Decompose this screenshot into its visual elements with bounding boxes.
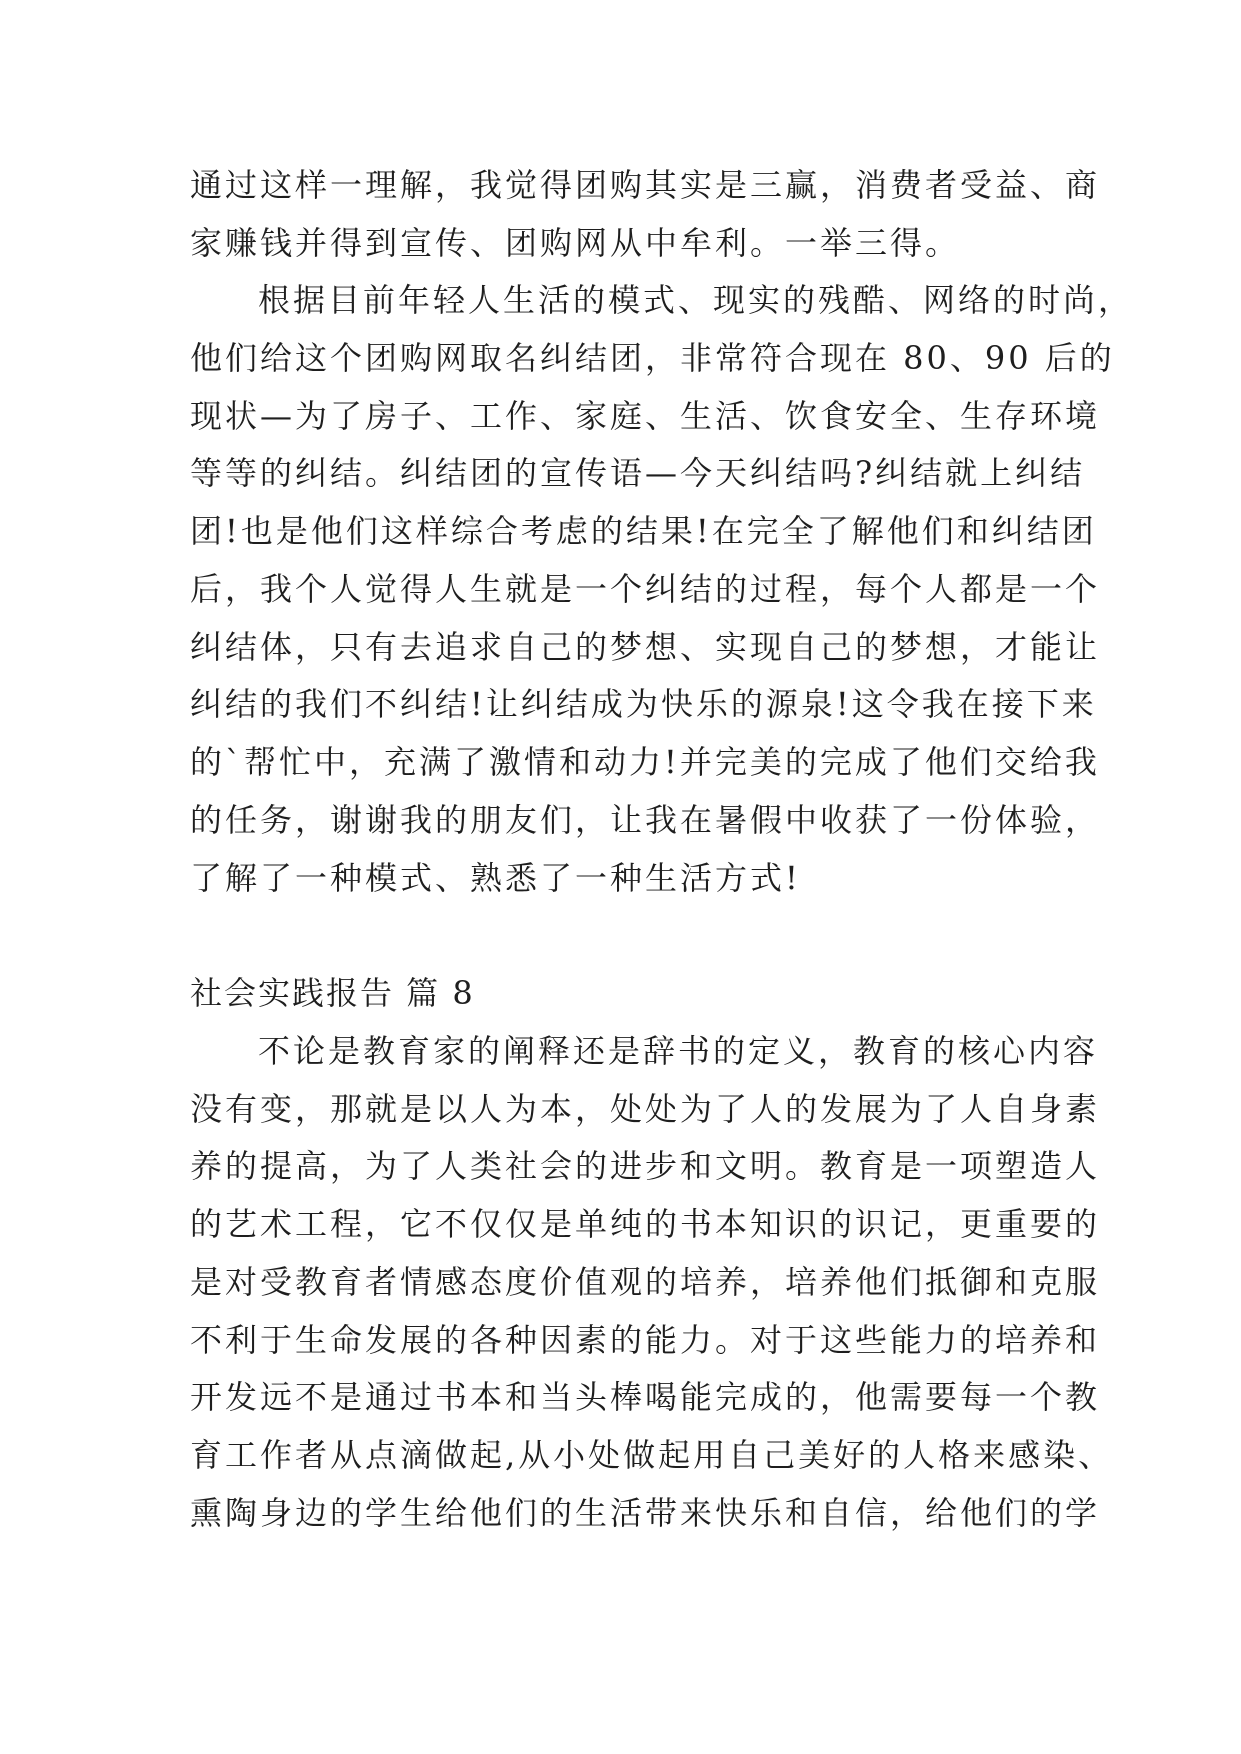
- paragraph-2-line-11: 了解了一种模式、熟悉了一种生活方式!: [190, 859, 801, 897]
- paragraph-2-line-2: 他们给这个团购网取名纠结团，非常符合现在 80、90 后的: [190, 339, 1115, 377]
- paragraph-2-line-6: 后，我个人觉得人生就是一个纠结的过程，每个人都是一个: [190, 570, 1101, 608]
- paragraph-3-line-2: 没有变，那就是以人为本，处处为了人的发展为了人自身素: [190, 1090, 1101, 1128]
- paragraph-2-line-7: 纠结体，只有去追求自己的梦想、实现自己的梦想，才能让: [190, 628, 1101, 666]
- paragraph-2-line-1: 根据目前年轻人生活的模式、现实的残酷、网络的时尚，: [258, 281, 1134, 319]
- paragraph-2-line-3: 现状—为了房子、工作、家庭、生活、饮食安全、生存环境: [190, 397, 1101, 435]
- paragraph-2-line-4: 等等的纠结。纠结团的宣传语—今天纠结吗?纠结就上纠结: [190, 454, 1086, 492]
- paragraph-1-line-2: 家赚钱并得到宣传、团购网从中牟利。一举三得。: [190, 224, 961, 262]
- paragraph-2-line-5: 团!也是他们这样综合考虑的结果!在完全了解他们和纠结团: [190, 512, 1097, 550]
- section-heading: 社会实践报告 篇 8: [190, 974, 475, 1012]
- paragraph-3-line-3: 养的提高，为了人类社会的进步和文明。教育是一项塑造人: [190, 1147, 1101, 1185]
- paragraph-3-line-4: 的艺术工程，它不仅仅是单纯的书本知识的识记，更重要的: [190, 1205, 1101, 1243]
- paragraph-2-line-9: 的`帮忙中，充满了激情和动力!并完美的完成了他们交给我: [190, 743, 1100, 781]
- paragraph-2-line-10: 的任务，谢谢我的朋友们，让我在暑假中收获了一份体验，: [190, 801, 1101, 839]
- paragraph-3-line-1: 不论是教育家的阐释还是辞书的定义，教育的核心内容: [258, 1032, 1099, 1070]
- paragraph-1-line-1: 通过这样一理解，我觉得团购其实是三赢，消费者受益、商: [190, 166, 1101, 204]
- paragraph-3-line-8: 育工作者从点滴做起,从小处做起用自己美好的人格来感染、: [190, 1436, 1114, 1474]
- paragraph-2-line-8: 纠结的我们不纠结!让纠结成为快乐的源泉!这令我在接下来: [190, 685, 1097, 723]
- paragraph-3-line-6: 不利于生命发展的各种因素的能力。对于这些能力的培养和: [190, 1321, 1101, 1359]
- paragraph-3-line-5: 是对受教育者情感态度价值观的培养，培养他们抵御和克服: [190, 1263, 1101, 1301]
- paragraph-3-line-7: 开发远不是通过书本和当头棒喝能完成的，他需要每一个教: [190, 1378, 1101, 1416]
- paragraph-3-line-9: 熏陶身边的学生给他们的生活带来快乐和自信，给他们的学: [190, 1494, 1101, 1532]
